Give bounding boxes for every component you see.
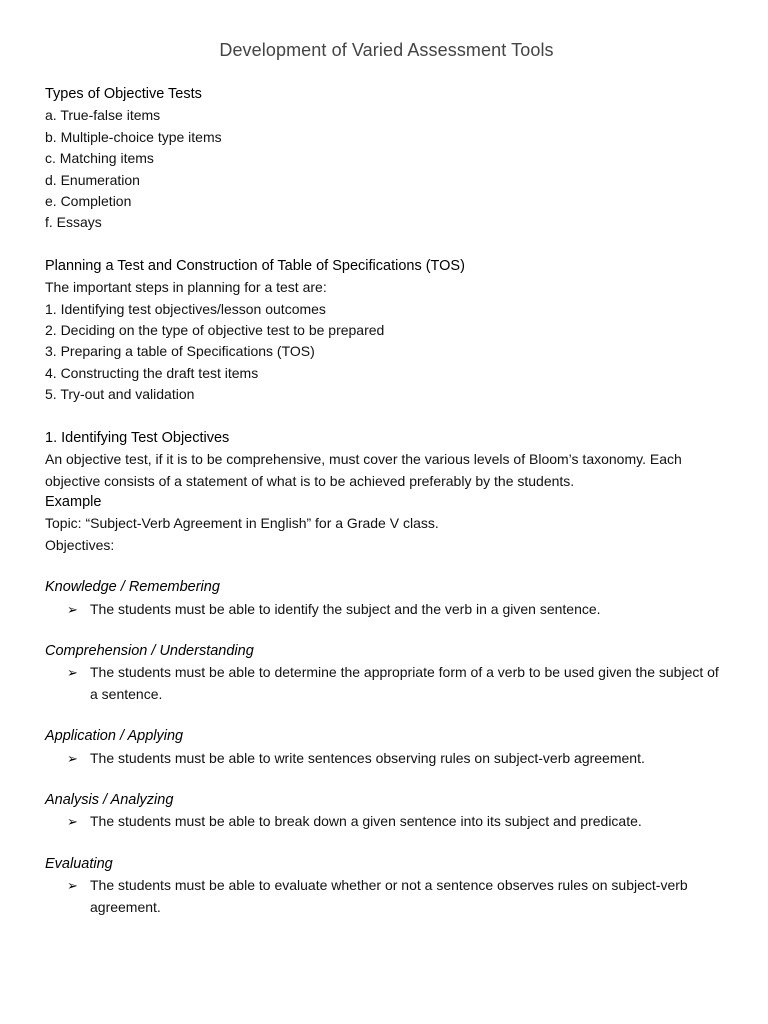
arrow-bullet-icon: ➢	[67, 814, 78, 830]
level-analysis	[45, 790, 728, 833]
list-item: 3. Preparing a table of Specifications (TOS)	[45, 343, 315, 360]
identifying-paragraph: An objective test, if it is to be comprehensive, must cover the various levels of Bloom’s taxonomy. Each objective consists of a statement of what is to be achieved preferably by the students.	[45, 451, 682, 489]
list-item: d. Enumeration	[45, 171, 140, 188]
list-item	[45, 748, 728, 769]
list-item: 2. Deciding on the type of objective test to be prepared	[45, 322, 385, 339]
list-item	[45, 662, 728, 705]
spacer	[45, 556, 728, 577]
level-title: Application / Applying	[45, 728, 184, 745]
list-item: e. Completion	[45, 193, 132, 210]
arrow-bullet-icon: ➢	[67, 665, 78, 681]
spacer	[45, 406, 728, 428]
spacer	[45, 833, 728, 854]
level-title: Evaluating	[45, 855, 113, 872]
spacer	[45, 620, 728, 641]
bullet-text: The students must be able to break down a given sentence into its subject and predicate.	[90, 813, 642, 830]
planning-heading: Planning a Test and Construction of Table of Specifications (TOS)	[45, 257, 465, 274]
level-knowledge	[45, 577, 728, 620]
objective-tests-list	[45, 105, 728, 233]
planning-intro: The important steps in planning for a test are:	[45, 279, 327, 296]
bullet-text: The students must be able to identify the subject and the verb in a given sentence.	[90, 600, 601, 617]
list-item: f. Essays	[45, 214, 102, 231]
arrow-bullet-icon: ➢	[67, 878, 78, 894]
level-application	[45, 726, 728, 769]
identifying-heading: 1. Identifying Test Objectives	[45, 429, 230, 446]
planning-steps-list	[45, 299, 728, 406]
arrow-bullet-icon: ➢	[67, 601, 78, 617]
list-item: b. Multiple-choice type items	[45, 128, 222, 145]
level-title: Analysis / Analyzing	[45, 791, 174, 808]
spacer	[45, 234, 728, 256]
list-item: a. True-false items	[45, 107, 161, 124]
level-comprehension	[45, 641, 728, 705]
objective-tests-heading: Types of Objective Tests	[45, 86, 202, 102]
list-item: 1. Identifying test objectives/lesson outcomes	[45, 300, 326, 317]
list-item	[45, 875, 728, 918]
level-title: Comprehension / Understanding	[45, 642, 254, 659]
example-topic: Topic: “Subject-Verb Agreement in English” for a Grade V class.	[45, 515, 439, 532]
bullet-text: The students must be able to evaluate whether or not a sentence observes rules on subject-verb agreement.	[90, 877, 688, 915]
bullet-text: The students must be able to determine the appropriate form of a verb to be used given the subject of a sentence.	[90, 664, 719, 702]
example-label: Example	[45, 493, 102, 510]
list-item: c. Matching items	[45, 150, 154, 167]
objectives-label: Objectives:	[45, 536, 115, 553]
level-title: Knowledge / Remembering	[45, 579, 220, 596]
bullet-text: The students must be able to write sentences observing rules on subject-verb agreement.	[90, 749, 645, 766]
spacer	[45, 705, 728, 726]
level-evaluating	[45, 854, 728, 918]
arrow-bullet-icon: ➢	[67, 750, 78, 766]
document-title: Development of Varied Assessment Tools	[219, 40, 554, 60]
list-item	[45, 599, 728, 620]
list-item: 5. Try-out and validation	[45, 386, 195, 403]
list-item	[45, 811, 728, 832]
list-item: 4. Constructing the draft test items	[45, 364, 259, 381]
spacer	[45, 769, 728, 790]
